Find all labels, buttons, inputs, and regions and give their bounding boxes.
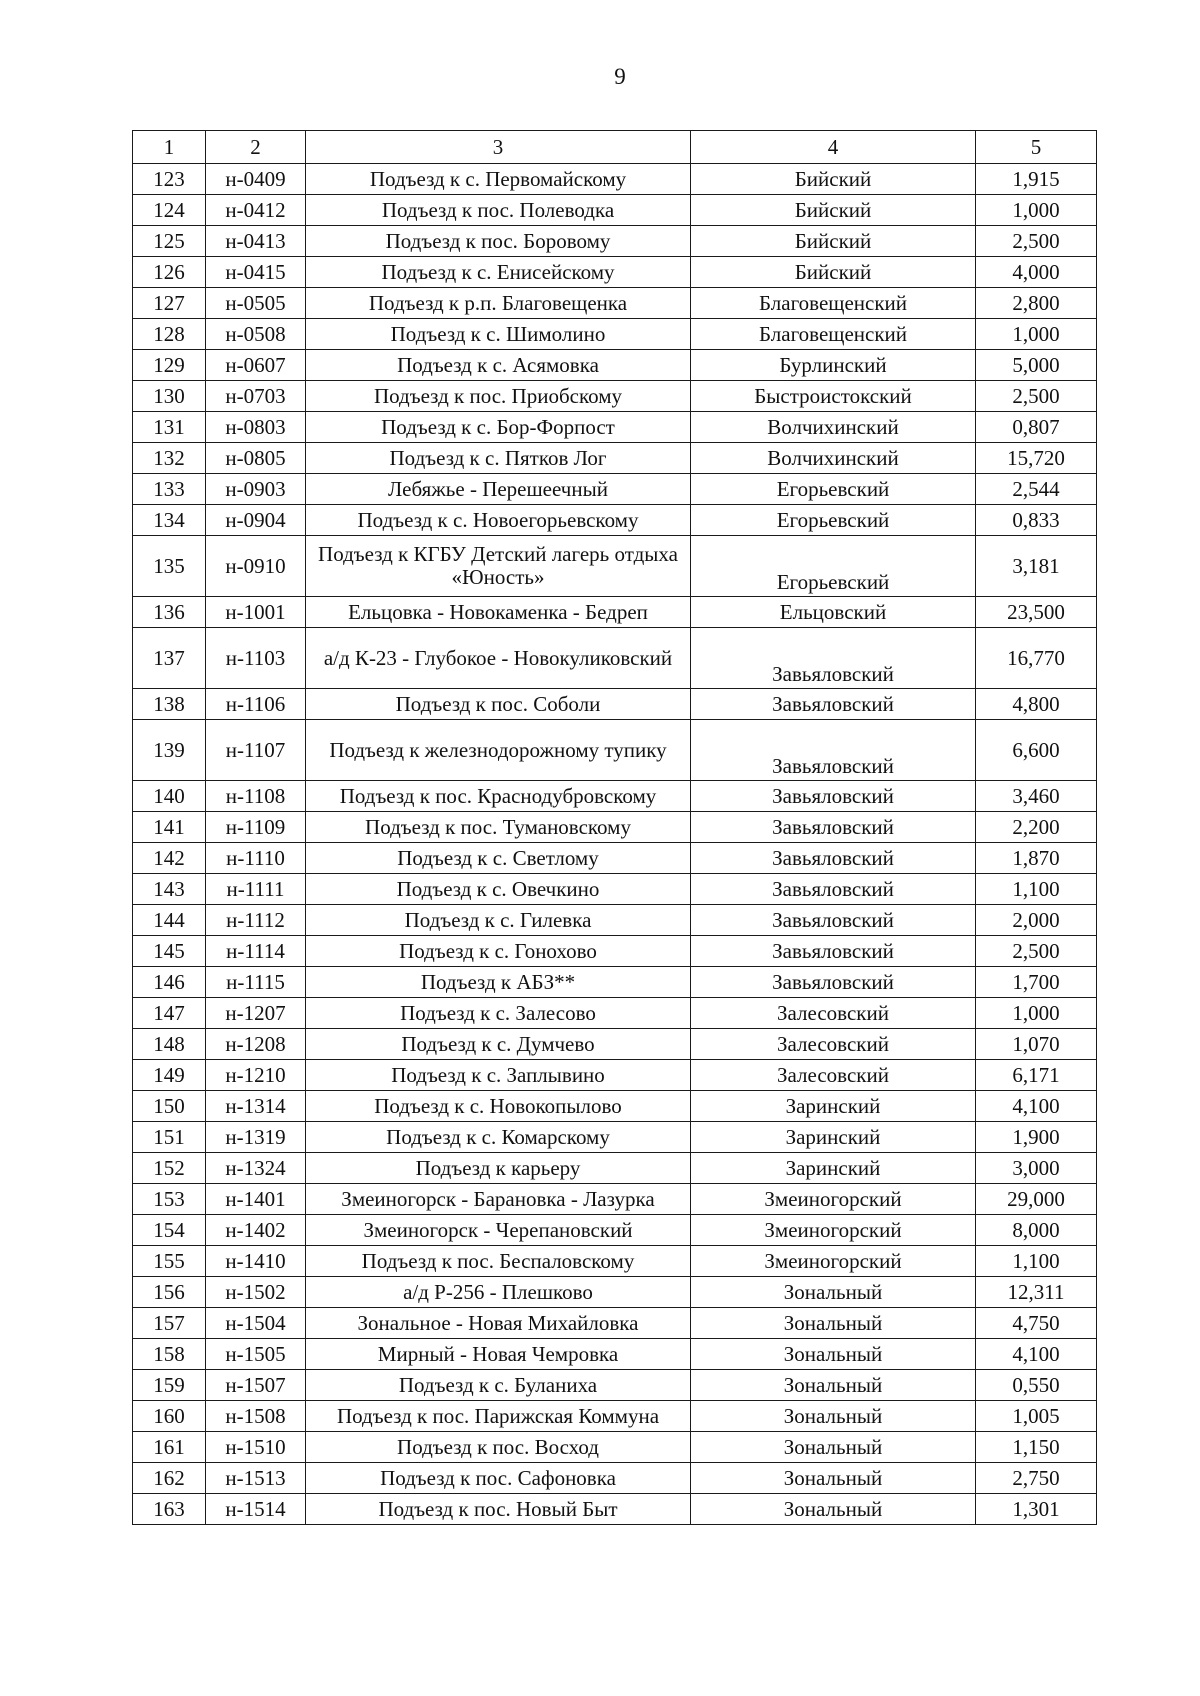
road-code-cell: н-0409 [206,164,306,195]
row-number-cell: 160 [133,1401,206,1432]
district-cell: Завьяловский [691,781,976,812]
district-cell: Завьяловский [691,967,976,998]
length-cell: 1,005 [976,1401,1097,1432]
road-name-cell: Подъезд к с. Заплывино [306,1060,691,1091]
length-cell: 2,500 [976,226,1097,257]
row-number-cell: 133 [133,474,206,505]
road-name-cell: Подъезд к с. Гонохово [306,936,691,967]
road-code-cell: н-1109 [206,812,306,843]
district-cell: Завьяловский [691,628,976,689]
road-name-cell: Подъезд к с. Пятков Лог [306,443,691,474]
table-row [133,998,1097,1029]
road-name-cell: Подъезд к пос. Приобскому [306,381,691,412]
road-code-cell: н-1504 [206,1308,306,1339]
table-row [133,1308,1097,1339]
road-name-cell: Подъезд к пос. Краснодубровскому [306,781,691,812]
row-number-cell: 129 [133,350,206,381]
row-number-cell: 128 [133,319,206,350]
row-number-cell: 153 [133,1184,206,1215]
row-number-cell: 134 [133,505,206,536]
road-name-cell: Подъезд к с. Бор-Форпост [306,412,691,443]
length-cell: 2,500 [976,936,1097,967]
road-code-cell: н-0505 [206,288,306,319]
row-number-cell: 150 [133,1091,206,1122]
district-cell: Заринский [691,1091,976,1122]
road-code-cell: н-0607 [206,350,306,381]
table-row [133,1184,1097,1215]
district-cell: Егорьевский [691,474,976,505]
table-row [133,474,1097,505]
road-name-cell: Подъезд к с. Енисейскому [306,257,691,288]
road-name-cell: Подъезд к с. Первомайскому [306,164,691,195]
length-cell: 0,833 [976,505,1097,536]
length-cell: 4,000 [976,257,1097,288]
road-name-cell: Зональное - Новая Михайловка [306,1308,691,1339]
road-code-cell: н-1210 [206,1060,306,1091]
row-number-cell: 125 [133,226,206,257]
row-number-cell: 136 [133,597,206,628]
road-name-cell: Подъезд к карьеру [306,1153,691,1184]
roads-table [132,130,1097,1525]
road-code-cell: н-0805 [206,443,306,474]
district-cell: Завьяловский [691,720,976,781]
length-cell: 16,770 [976,628,1097,689]
road-name-cell: Мирный - Новая Чемровка [306,1339,691,1370]
district-cell: Благовещенский [691,288,976,319]
length-cell: 2,000 [976,905,1097,936]
row-number-cell: 146 [133,967,206,998]
district-cell: Завьяловский [691,689,976,720]
district-cell: Змеиногорский [691,1184,976,1215]
district-cell: Залесовский [691,1060,976,1091]
road-code-cell: н-1110 [206,843,306,874]
table-row [133,1277,1097,1308]
road-code-cell: н-1510 [206,1432,306,1463]
row-number-cell: 156 [133,1277,206,1308]
row-number-cell: 163 [133,1494,206,1525]
road-name-cell: Подъезд к с. Овечкино [306,874,691,905]
district-cell: Зональный [691,1370,976,1401]
road-code-cell: н-0910 [206,536,306,597]
table-row [133,720,1097,781]
table-row [133,967,1097,998]
table-row [133,1370,1097,1401]
table-row [133,350,1097,381]
road-code-cell: н-0904 [206,505,306,536]
table-row [133,1494,1097,1525]
road-name-cell: Подъезд к пос. Полеводка [306,195,691,226]
length-cell: 1,870 [976,843,1097,874]
road-code-cell: н-0508 [206,319,306,350]
length-cell: 4,100 [976,1091,1097,1122]
road-code-cell: н-1401 [206,1184,306,1215]
road-code-cell: н-1502 [206,1277,306,1308]
road-code-cell: н-1106 [206,689,306,720]
row-number-cell: 132 [133,443,206,474]
district-cell: Бурлинский [691,350,976,381]
length-cell: 1,000 [976,319,1097,350]
length-cell: 4,800 [976,689,1097,720]
row-number-cell: 131 [133,412,206,443]
district-cell: Егорьевский [691,505,976,536]
district-cell: Волчихинский [691,443,976,474]
road-code-cell: н-1108 [206,781,306,812]
district-cell: Зональный [691,1494,976,1525]
road-code-cell: н-1207 [206,998,306,1029]
length-cell: 1,700 [976,967,1097,998]
table-row [133,812,1097,843]
road-code-cell: н-1208 [206,1029,306,1060]
district-cell: Змеиногорский [691,1215,976,1246]
length-cell: 1,070 [976,1029,1097,1060]
district-cell: Зональный [691,1463,976,1494]
table-row [133,1122,1097,1153]
table-header-row [133,131,1097,164]
road-name-cell: Подъезд к с. Светлому [306,843,691,874]
road-code-cell: н-1324 [206,1153,306,1184]
table-row [133,874,1097,905]
length-cell: 2,544 [976,474,1097,505]
row-number-cell: 157 [133,1308,206,1339]
table-row [133,505,1097,536]
road-code-cell: н-1314 [206,1091,306,1122]
road-name-cell: Ельцовка - Новокаменка - Бедреп [306,597,691,628]
row-number-cell: 162 [133,1463,206,1494]
length-cell: 2,500 [976,381,1097,412]
table-row [133,195,1097,226]
length-cell: 3,000 [976,1153,1097,1184]
table-row [133,843,1097,874]
length-cell: 4,100 [976,1339,1097,1370]
length-cell: 15,720 [976,443,1097,474]
table-row [133,319,1097,350]
road-code-cell: н-1514 [206,1494,306,1525]
road-code-cell: н-1114 [206,936,306,967]
header-cell-5: 5 [976,131,1097,164]
table-row [133,1246,1097,1277]
district-cell: Зональный [691,1339,976,1370]
road-code-cell: н-1319 [206,1122,306,1153]
district-cell: Заринский [691,1122,976,1153]
road-name-cell: Подъезд к с. Залесово [306,998,691,1029]
length-cell: 3,460 [976,781,1097,812]
table-row [133,1029,1097,1060]
road-code-cell: н-1107 [206,720,306,781]
road-code-cell: н-1103 [206,628,306,689]
row-number-cell: 151 [133,1122,206,1153]
length-cell: 0,550 [976,1370,1097,1401]
road-name-cell: Подъезд к с. Комарскому [306,1122,691,1153]
road-name-cell: Подъезд к пос. Новый Быт [306,1494,691,1525]
length-cell: 5,000 [976,350,1097,381]
row-number-cell: 130 [133,381,206,412]
road-name-cell: Подъезд к с. Буланиха [306,1370,691,1401]
road-code-cell: н-1410 [206,1246,306,1277]
row-number-cell: 126 [133,257,206,288]
length-cell: 1,000 [976,195,1097,226]
road-name-cell: Подъезд к пос. Боровому [306,226,691,257]
length-cell: 1,915 [976,164,1097,195]
road-code-cell: н-1111 [206,874,306,905]
table-row [133,689,1097,720]
table-row [133,412,1097,443]
table-row [133,226,1097,257]
road-name-cell: Лебяжье - Перешеечный [306,474,691,505]
length-cell: 2,800 [976,288,1097,319]
road-name-cell: Змеиногорск - Черепановский [306,1215,691,1246]
road-name-cell: Подъезд к с. Думчево [306,1029,691,1060]
row-number-cell: 158 [133,1339,206,1370]
row-number-cell: 154 [133,1215,206,1246]
table-row [133,257,1097,288]
table-row [133,628,1097,689]
road-name-cell: а/д Р-256 - Плешково [306,1277,691,1308]
district-cell: Завьяловский [691,843,976,874]
table-row [133,443,1097,474]
row-number-cell: 124 [133,195,206,226]
district-cell: Змеиногорский [691,1246,976,1277]
district-cell: Залесовский [691,998,976,1029]
district-cell: Залесовский [691,1029,976,1060]
district-cell: Зональный [691,1432,976,1463]
header-cell-1: 1 [133,131,206,164]
row-number-cell: 123 [133,164,206,195]
row-number-cell: 147 [133,998,206,1029]
road-name-cell: Подъезд к пос. Беспаловскому [306,1246,691,1277]
road-code-cell: н-1112 [206,905,306,936]
road-code-cell: н-0803 [206,412,306,443]
table-row [133,1339,1097,1370]
table-row [133,905,1097,936]
table-row [133,936,1097,967]
table-row [133,1401,1097,1432]
road-name-cell: Подъезд к с. Шимолино [306,319,691,350]
length-cell: 1,900 [976,1122,1097,1153]
length-cell: 29,000 [976,1184,1097,1215]
district-cell: Завьяловский [691,812,976,843]
district-cell: Егорьевский [691,536,976,597]
length-cell: 2,200 [976,812,1097,843]
length-cell: 8,000 [976,1215,1097,1246]
road-code-cell: н-1001 [206,597,306,628]
district-cell: Зональный [691,1308,976,1339]
road-name-cell: Подъезд к пос. Парижская Коммуна [306,1401,691,1432]
district-cell: Завьяловский [691,905,976,936]
length-cell: 6,171 [976,1060,1097,1091]
table-row [133,1091,1097,1122]
table-body [133,131,1097,1525]
length-cell: 1,301 [976,1494,1097,1525]
road-name-cell: Подъезд к пос. Соболи [306,689,691,720]
road-name-cell: Подъезд к пос. Тумановскому [306,812,691,843]
road-name-cell: Подъезд к КГБУ Детский лагерь отдыха «Юность» [306,536,691,597]
table-row [133,1432,1097,1463]
district-cell: Бийский [691,164,976,195]
length-cell: 23,500 [976,597,1097,628]
table-row [133,781,1097,812]
district-cell: Завьяловский [691,936,976,967]
length-cell: 0,807 [976,412,1097,443]
road-code-cell: н-1507 [206,1370,306,1401]
length-cell: 1,100 [976,874,1097,905]
road-code-cell: н-1115 [206,967,306,998]
road-code-cell: н-0415 [206,257,306,288]
row-number-cell: 161 [133,1432,206,1463]
road-name-cell: Подъезд к пос. Восход [306,1432,691,1463]
row-number-cell: 127 [133,288,206,319]
length-cell: 2,750 [976,1463,1097,1494]
length-cell: 4,750 [976,1308,1097,1339]
header-cell-2: 2 [206,131,306,164]
row-number-cell: 159 [133,1370,206,1401]
table-row [133,1153,1097,1184]
row-number-cell: 138 [133,689,206,720]
road-name-cell: Подъезд к с. Асямовка [306,350,691,381]
road-code-cell: н-0703 [206,381,306,412]
table-row [133,381,1097,412]
row-number-cell: 140 [133,781,206,812]
length-cell: 1,150 [976,1432,1097,1463]
district-cell: Заринский [691,1153,976,1184]
page-number: 9 [614,64,626,89]
road-code-cell: н-0903 [206,474,306,505]
road-name-cell: Подъезд к с. Новоегорьевскому [306,505,691,536]
table-row [133,288,1097,319]
road-code-cell: н-1513 [206,1463,306,1494]
district-cell: Зональный [691,1401,976,1432]
row-number-cell: 145 [133,936,206,967]
row-number-cell: 137 [133,628,206,689]
length-cell: 1,100 [976,1246,1097,1277]
road-code-cell: н-0413 [206,226,306,257]
header-cell-4: 4 [691,131,976,164]
row-number-cell: 135 [133,536,206,597]
district-cell: Завьяловский [691,874,976,905]
row-number-cell: 144 [133,905,206,936]
road-name-cell: Подъезд к р.п. Благовещенка [306,288,691,319]
row-number-cell: 155 [133,1246,206,1277]
length-cell: 6,600 [976,720,1097,781]
table-row [133,164,1097,195]
table-row [133,1060,1097,1091]
district-cell: Зональный [691,1277,976,1308]
table-row [133,536,1097,597]
length-cell: 3,181 [976,536,1097,597]
row-number-cell: 142 [133,843,206,874]
road-name-cell: Подъезд к железнодорожному тупику [306,720,691,781]
road-code-cell: н-0412 [206,195,306,226]
header-cell-3: 3 [306,131,691,164]
road-name-cell: Подъезд к с. Новокопылово [306,1091,691,1122]
road-name-cell: Змеиногорск - Барановка - Лазурка [306,1184,691,1215]
length-cell: 1,000 [976,998,1097,1029]
row-number-cell: 139 [133,720,206,781]
row-number-cell: 149 [133,1060,206,1091]
district-cell: Благовещенский [691,319,976,350]
table-row [133,1463,1097,1494]
row-number-cell: 152 [133,1153,206,1184]
row-number-cell: 143 [133,874,206,905]
district-cell: Бийский [691,257,976,288]
table-row [133,597,1097,628]
road-name-cell: Подъезд к с. Гилевка [306,905,691,936]
road-name-cell: а/д К-23 - Глубокое - Новокуликовский [306,628,691,689]
road-code-cell: н-1402 [206,1215,306,1246]
road-code-cell: н-1508 [206,1401,306,1432]
table-row [133,1215,1097,1246]
road-name-cell: Подъезд к АБЗ** [306,967,691,998]
road-name-cell: Подъезд к пос. Сафоновка [306,1463,691,1494]
district-cell: Бийский [691,195,976,226]
row-number-cell: 141 [133,812,206,843]
row-number-cell: 148 [133,1029,206,1060]
district-cell: Ельцовский [691,597,976,628]
length-cell: 12,311 [976,1277,1097,1308]
road-code-cell: н-1505 [206,1339,306,1370]
district-cell: Волчихинский [691,412,976,443]
district-cell: Бийский [691,226,976,257]
district-cell: Быстроистокский [691,381,976,412]
